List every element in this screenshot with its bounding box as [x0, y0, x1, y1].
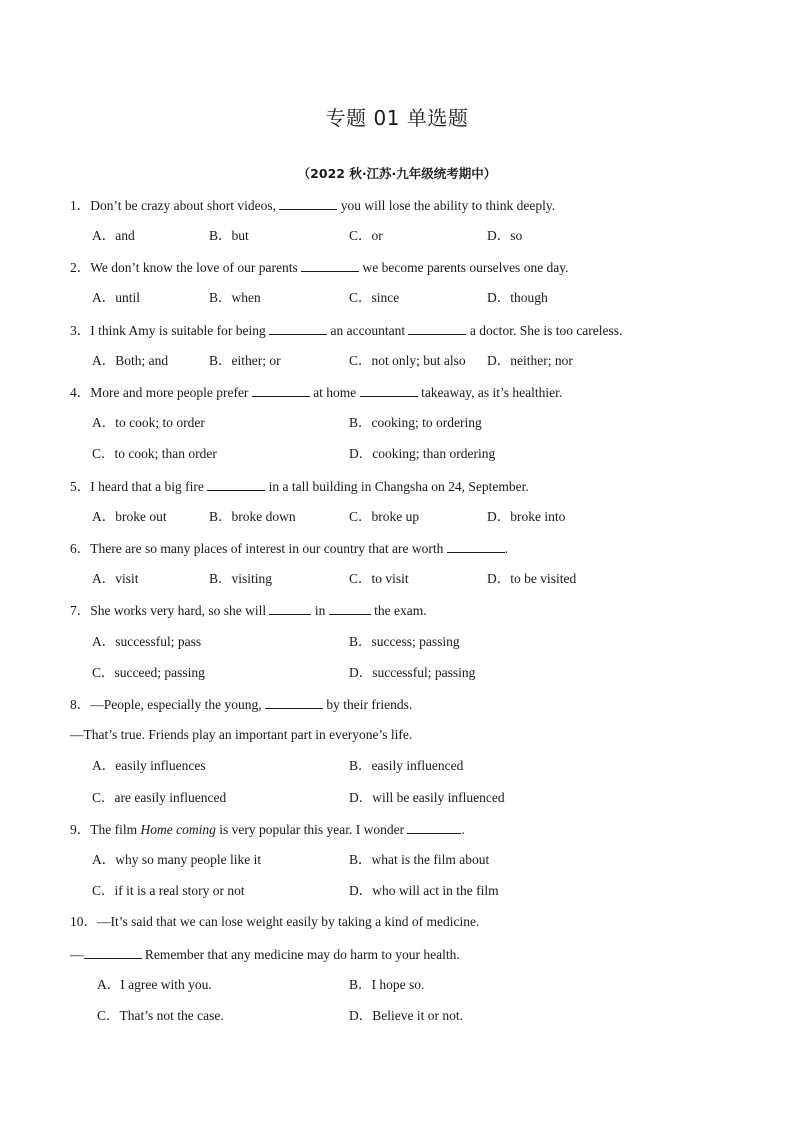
answer-blank	[301, 258, 359, 272]
option-b[interactable]: B．I hope so.	[349, 977, 425, 992]
option-a[interactable]: A．broke out	[92, 509, 167, 524]
answer-blank	[207, 477, 265, 491]
option-c[interactable]: C．to visit	[349, 571, 409, 586]
option-c[interactable]: C．That’s not the case.	[97, 1008, 224, 1023]
option-b[interactable]: B．broke down	[209, 509, 296, 524]
answer-blank	[84, 945, 142, 959]
option-b[interactable]: B．when	[209, 290, 261, 305]
option-c[interactable]: C．if it is a real story or not	[92, 883, 245, 898]
option-b[interactable]: B．what is the film about	[349, 852, 490, 867]
question-text: 3．I think Amy is suitable for being	[70, 323, 270, 338]
question-text: 10．—It’s said that we can lose weight easily by taking a kind of medicine.	[70, 914, 480, 929]
option-b[interactable]: B．but	[209, 228, 249, 243]
option-a[interactable]: A．and	[92, 228, 135, 243]
option-d[interactable]: D．cooking; than ordering	[349, 446, 496, 461]
option-a[interactable]: A．visit	[92, 571, 139, 586]
answer-blank	[360, 383, 418, 397]
option-a[interactable]: A．until	[92, 290, 141, 305]
question-6	[70, 539, 508, 558]
option-a[interactable]: A．why so many people like it	[92, 852, 262, 867]
question-7	[70, 601, 427, 620]
question-text: 6．There are so many places of interest in our country that are worth	[70, 541, 447, 556]
option-d[interactable]: D．broke into	[487, 509, 566, 524]
question-5	[70, 477, 529, 496]
question-text: Remember that any medicine may do harm to your health.	[141, 947, 460, 962]
answer-blank	[265, 695, 323, 709]
question-text: in	[311, 603, 329, 618]
option-b[interactable]: B．success; passing	[349, 634, 460, 649]
question-text: the exam.	[370, 603, 427, 618]
option-a[interactable]: A．successful; pass	[92, 634, 202, 649]
question-text: you will lose the ability to think deeply.	[337, 198, 556, 213]
question-text: 8．—People, especially the young,	[70, 697, 265, 712]
option-c[interactable]: C．or	[349, 228, 383, 243]
question-text: —	[70, 947, 84, 962]
option-d[interactable]: D．so	[487, 228, 523, 243]
question-text: an accountant	[327, 323, 409, 338]
answer-blank	[408, 321, 466, 335]
option-d[interactable]: D．to be visited	[487, 571, 577, 586]
option-a[interactable]: A．I agree with you.	[97, 977, 212, 992]
question-2	[70, 258, 569, 277]
answer-blank	[269, 321, 327, 335]
question-text: we become parents ourselves one day.	[359, 260, 569, 275]
option-a[interactable]: A．to cook; to order	[92, 415, 205, 430]
option-b[interactable]: B．easily influenced	[349, 758, 464, 773]
question-source: （2022 秋·江苏·九年级统考期中）	[297, 166, 497, 181]
option-d[interactable]: D．successful; passing	[349, 665, 476, 680]
answer-blank	[407, 820, 461, 834]
question-3	[70, 321, 622, 340]
question-8	[70, 695, 412, 714]
dialogue-reply: —That’s true. Friends play an important part in everyone’s life.	[70, 727, 413, 742]
option-c[interactable]: C．not only; but also	[349, 353, 466, 368]
question-9	[70, 820, 465, 839]
option-c[interactable]: C．are easily influenced	[92, 790, 227, 805]
question-1	[70, 196, 555, 215]
question-text: 4．More and more people prefer	[70, 385, 252, 400]
question-text: .	[461, 822, 465, 837]
question-text: .	[504, 541, 509, 556]
question-text: 7．She works very hard, so she will	[70, 603, 270, 618]
option-b[interactable]: B．either; or	[209, 353, 281, 368]
option-d[interactable]: D．will be easily influenced	[349, 790, 505, 805]
question-text: a doctor. She is too careless.	[466, 323, 623, 338]
option-d[interactable]: D．who will act in the film	[349, 883, 499, 898]
answer-blank	[447, 539, 505, 553]
option-d[interactable]: D．neither; nor	[487, 353, 573, 368]
answer-blank	[329, 601, 371, 615]
option-a[interactable]: A．easily influences	[92, 758, 206, 773]
question-text: by their friends.	[322, 697, 413, 712]
answer-blank	[279, 196, 337, 210]
option-b[interactable]: B．visiting	[209, 571, 273, 586]
option-d[interactable]: D．Believe it or not.	[349, 1008, 463, 1023]
question-text: takeaway, as it’s healthier.	[417, 385, 563, 400]
option-c[interactable]: C．succeed; passing	[92, 665, 205, 680]
question-text: 9．The film	[70, 822, 141, 837]
film-title: Home coming	[140, 822, 216, 837]
option-b[interactable]: B．cooking; to ordering	[349, 415, 482, 430]
question-text: in a tall building in Changsha on 24, September.	[265, 479, 529, 494]
question-text: 1．Don’t be crazy about short videos,	[70, 198, 280, 213]
option-c[interactable]: C．to cook; than order	[92, 446, 217, 461]
option-d[interactable]: D．though	[487, 290, 548, 305]
answer-blank	[269, 601, 311, 615]
option-a[interactable]: A．Both; and	[92, 353, 169, 368]
option-c[interactable]: C．since	[349, 290, 400, 305]
question-text: 5．I heard that a big fire	[70, 479, 208, 494]
dialogue-reply	[70, 945, 460, 964]
option-c[interactable]: C．broke up	[349, 509, 420, 524]
question-10	[70, 913, 479, 931]
question-text: 2．We don’t know the love of our parents	[70, 260, 302, 275]
question-text: is very popular this year. I wonder	[215, 822, 408, 837]
answer-blank	[252, 383, 310, 397]
page-title: 专题 01 单选题	[325, 106, 469, 130]
question-4	[70, 383, 562, 402]
question-text: at home	[309, 385, 360, 400]
